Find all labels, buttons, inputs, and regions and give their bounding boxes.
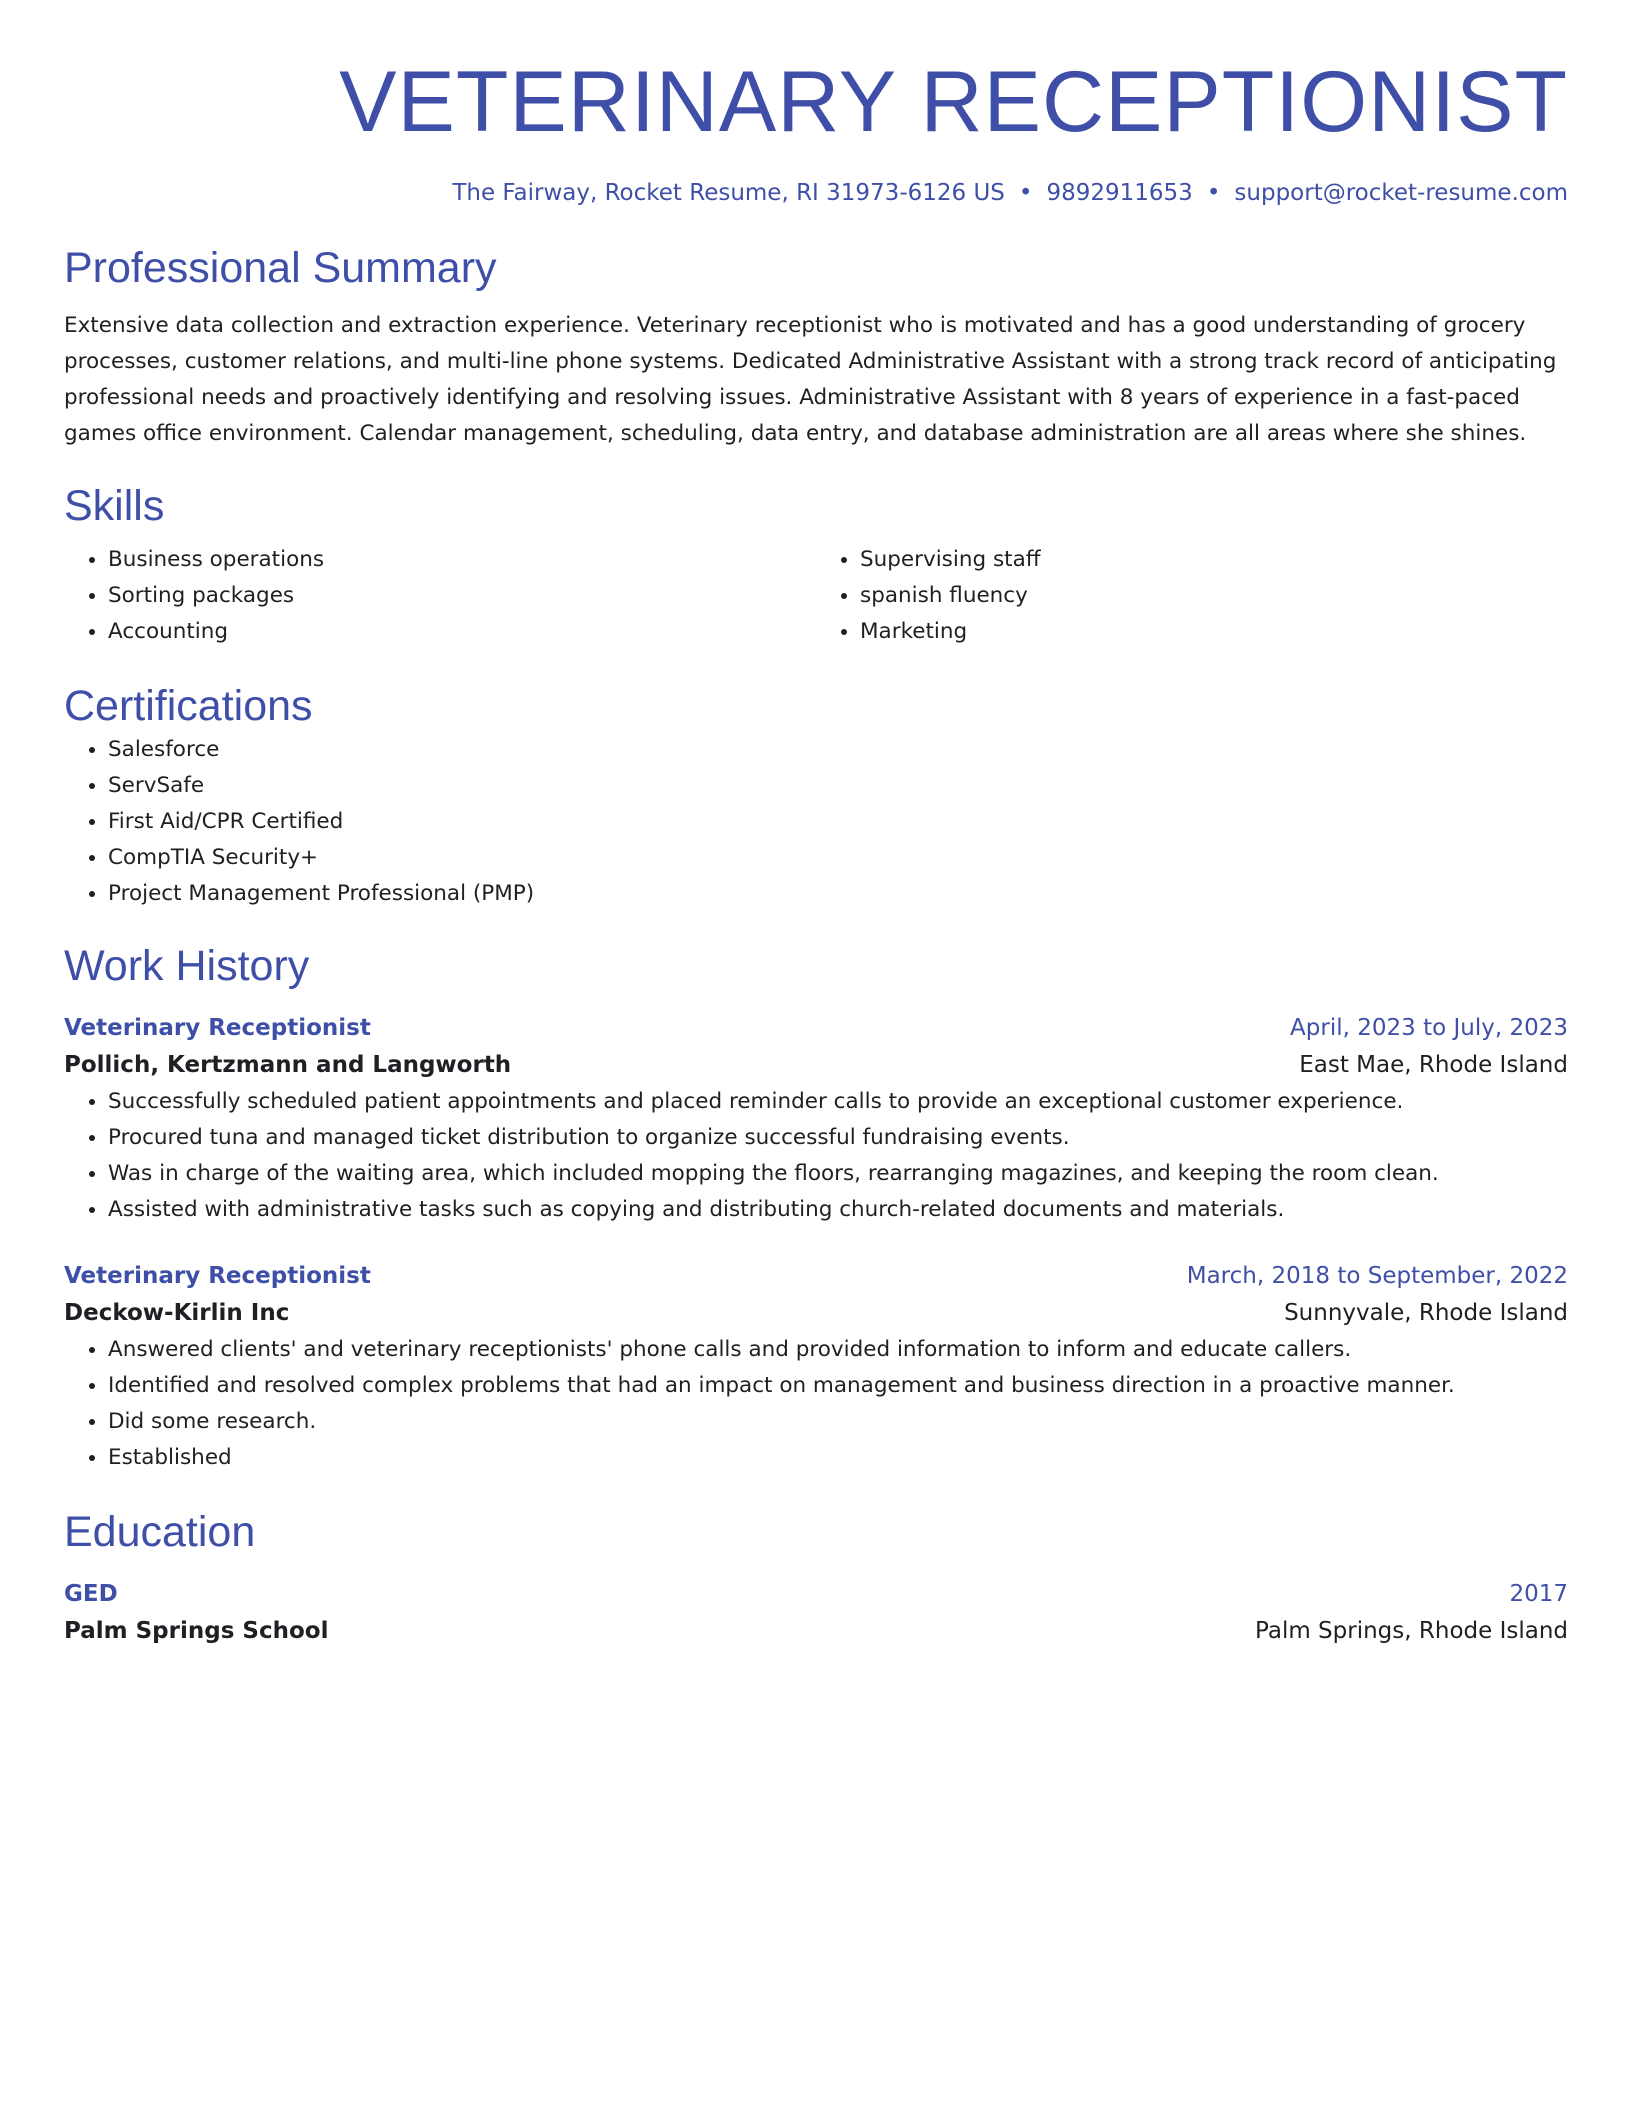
list-item: • Sorting packages: [108, 578, 816, 614]
section-heading-work-history: Work History: [64, 942, 310, 990]
work-history-section: [64, 940, 1568, 1476]
list-item: • Answered clients' and veterinary receptionists' phone calls and provided information to inform and educate callers.: [108, 1332, 1568, 1368]
job-location: Sunnyvale, Rhode Island: [1284, 1300, 1568, 1326]
certifications-list: [64, 732, 1568, 912]
education-school: Palm Springs School: [64, 1618, 329, 1644]
job-company: Deckow-Kirlin Inc: [64, 1300, 290, 1326]
list-item: • ServSafe: [108, 768, 1568, 804]
list-item: • Supervising staff: [860, 542, 1568, 578]
section-heading-skills: Skills: [64, 482, 165, 530]
contact-email: support@rocket-resume.com: [1234, 180, 1568, 206]
job-title-row: [64, 1010, 1568, 1046]
list-item: • spanish fluency: [860, 578, 1568, 614]
job-duties-list: [64, 1084, 1568, 1228]
list-item: • Assisted with administrative tasks such as copying and distributing church-related documents and materials.: [108, 1192, 1568, 1228]
section-heading-certifications: Certifications: [64, 682, 313, 730]
resume-header: [64, 52, 1568, 208]
job-role: Veterinary Receptionist: [64, 1015, 371, 1041]
education-entry: [64, 1576, 1568, 1650]
education-location: Palm Springs, Rhode Island: [1255, 1618, 1568, 1644]
contact-separator: •: [1206, 180, 1221, 206]
candidate-title: VETERINARY RECEPTIONIST: [339, 54, 1568, 150]
list-item: • Project Management Professional (PMP): [108, 876, 1568, 912]
list-item: • CompTIA Security+: [108, 840, 1568, 876]
contact-phone: 9892911653: [1046, 180, 1193, 206]
list-item: • Business operations: [108, 542, 816, 578]
job-role: Veterinary Receptionist: [64, 1263, 371, 1289]
contact-line: [64, 178, 1568, 208]
job-dates: March, 2018 to September, 2022: [1186, 1263, 1568, 1289]
education-degree: GED: [64, 1581, 118, 1607]
education-section: [64, 1506, 1568, 1650]
education-year: 2017: [1509, 1581, 1568, 1607]
list-item: • Successfully scheduled patient appointments and placed reminder calls to provide an exceptional customer experience.: [108, 1084, 1568, 1120]
skills-list-left: [64, 542, 816, 650]
contact-separator: •: [1018, 180, 1033, 206]
list-item: • Was in charge of the waiting area, which included mopping the floors, rearranging magazines, and keeping the room clean.: [108, 1156, 1568, 1192]
job-company-row: [64, 1294, 1568, 1332]
job-company: Pollich, Kertzmann and Langworth: [64, 1052, 512, 1078]
list-item: • First Aid/CPR Certified: [108, 804, 1568, 840]
skills-column-left: [64, 542, 816, 650]
job-company-row: [64, 1046, 1568, 1084]
skills-column-right: [816, 542, 1568, 650]
job-entry: [64, 1010, 1568, 1228]
list-item: • Salesforce: [108, 732, 1568, 768]
list-item: • Identified and resolved complex problems that had an impact on management and business direction in a proactive manner.: [108, 1368, 1568, 1404]
section-heading-summary: Professional Summary: [64, 244, 497, 292]
skills-list-right: [816, 542, 1568, 650]
certifications-section: [64, 680, 1568, 912]
job-entry: [64, 1258, 1568, 1476]
list-item: • Accounting: [108, 614, 816, 650]
list-item: • Did some research.: [108, 1404, 1568, 1440]
section-heading-education: Education: [64, 1508, 256, 1556]
job-duties-list: [64, 1332, 1568, 1476]
education-degree-row: [64, 1576, 1568, 1612]
job-dates: April, 2023 to July, 2023: [1290, 1015, 1568, 1041]
summary-section: [64, 242, 1568, 452]
summary-paragraph: Extensive data collection and extraction experience. Veterinary receptionist who is motivated and has a good understanding of grocery processes, customer relations, and multi-line phone systems. Dedicated Administrative Assistant with a strong track record of anticipating professional needs and proactively identifying and resolving issues. Administrative Assistant with 8 years of experience in a fast-paced games office environment. Calendar management, scheduling, data entry, and database administration are all areas where she shines.: [64, 313, 1557, 446]
list-item: • Established: [108, 1440, 1568, 1476]
job-title-row: [64, 1258, 1568, 1294]
contact-address: The Fairway, Rocket Resume, RI 31973-6126 US: [452, 180, 1005, 206]
education-school-row: [64, 1612, 1568, 1650]
skills-section: [64, 480, 1568, 650]
list-item: • Marketing: [860, 614, 1568, 650]
job-location: East Mae, Rhode Island: [1299, 1052, 1568, 1078]
list-item: • Procured tuna and managed ticket distribution to organize successful fundraising events.: [108, 1120, 1568, 1156]
skills-columns: [64, 542, 1568, 650]
